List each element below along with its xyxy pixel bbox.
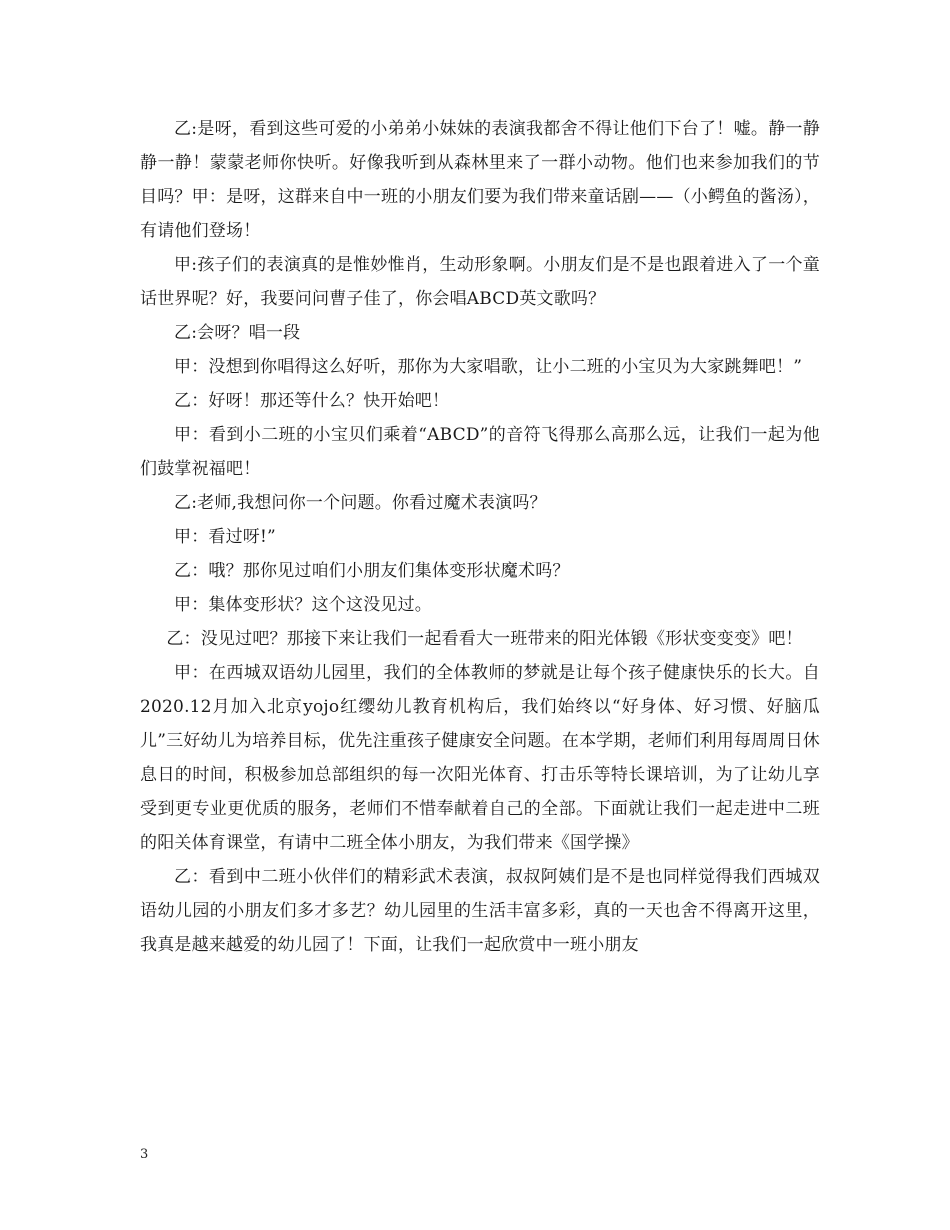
dialogue-paragraph: 乙:会呀？唱一段 bbox=[174, 323, 301, 343]
page-number: 3 bbox=[140, 1147, 149, 1162]
dialogue-paragraph: 甲：在西城双语幼儿园里，我们的全体教师的梦就是让每个孩子健康快乐的长大。自2020.12月加入北京yojo红缨幼儿教育机构后，我们始终以“好身体、好习惯、好脑瓜儿”三好幼儿为培养目标，优先注重孩子健康安全问题。在本学期，老师们利用每周周日休息日的时间，积极参加总部组织的每一次阳光体育、打击乐等特长课培训，为了让幼儿享受到更专业更优质的服务，老师们不惜奉献着自己的全部。下面就让我们一起走进中二班的阳关体育课堂，有请中二班全体小朋友，为我们带来《国学操》 bbox=[140, 663, 820, 853]
dialogue-paragraph: 乙:是呀，看到这些可爱的小弟弟小妹妹的表演我都舍不得让他们下台了！嘘。静一静静一静！蒙蒙老师你快听。好像我听到从森林里来了一群小动物。他们也来参加我们的节目吗？甲：是呀，这群来自中一班的小朋友们要为我们带来童话剧——（小鳄鱼的酱汤），有请他们登场！ bbox=[140, 119, 820, 241]
dialogue-paragraph: 甲：集体变形状？这个这没见过。 bbox=[174, 595, 432, 615]
document-body bbox=[140, 112, 820, 962]
dialogue-paragraph: 乙:老师,我想问你一个问题。你看过魔术表演吗？ bbox=[174, 493, 547, 513]
dialogue-paragraph: 乙：没见过吧？那接下来让我们一起看看大一班带来的阳光体锻《形状变变变》吧！ bbox=[166, 629, 803, 649]
dialogue-paragraph: 甲：没想到你唱得这么好听，那你为大家唱歌，让小二班的小宝贝为大家跳舞吧！” bbox=[174, 357, 803, 377]
dialogue-paragraph: 乙：看到中二班小伙伴们的精彩武术表演，叔叔阿姨们是不是也同样觉得我们西城双语幼儿园的小朋友们多才多艺？幼儿园里的生活丰富多彩，真的一天也舍不得离开这里，我真是越来越爱的幼儿园了！下面，让我们一起欣赏中一班小朋友 bbox=[140, 867, 820, 955]
dialogue-paragraph: 乙：哦？那你见过咱们小朋友们集体变形状魔术吗？ bbox=[174, 561, 570, 581]
dialogue-paragraph: 甲:孩子们的表演真的是惟妙惟肖，生动形象啊。小朋友们是不是也跟着进入了一个童话世界呢？好，我要问问曹子佳了，你会唱ABCD英文歌吗？ bbox=[140, 255, 820, 309]
dialogue-paragraph: 乙：好呀！那还等什么？快开始吧！ bbox=[174, 391, 450, 411]
dialogue-paragraph: 甲：看过呀!” bbox=[174, 527, 276, 547]
dialogue-paragraph: 甲：看到小二班的小宝贝们乘着“ABCD”的音符飞得那么高那么远，让我们一起为他们鼓掌祝福吧！ bbox=[140, 425, 820, 479]
